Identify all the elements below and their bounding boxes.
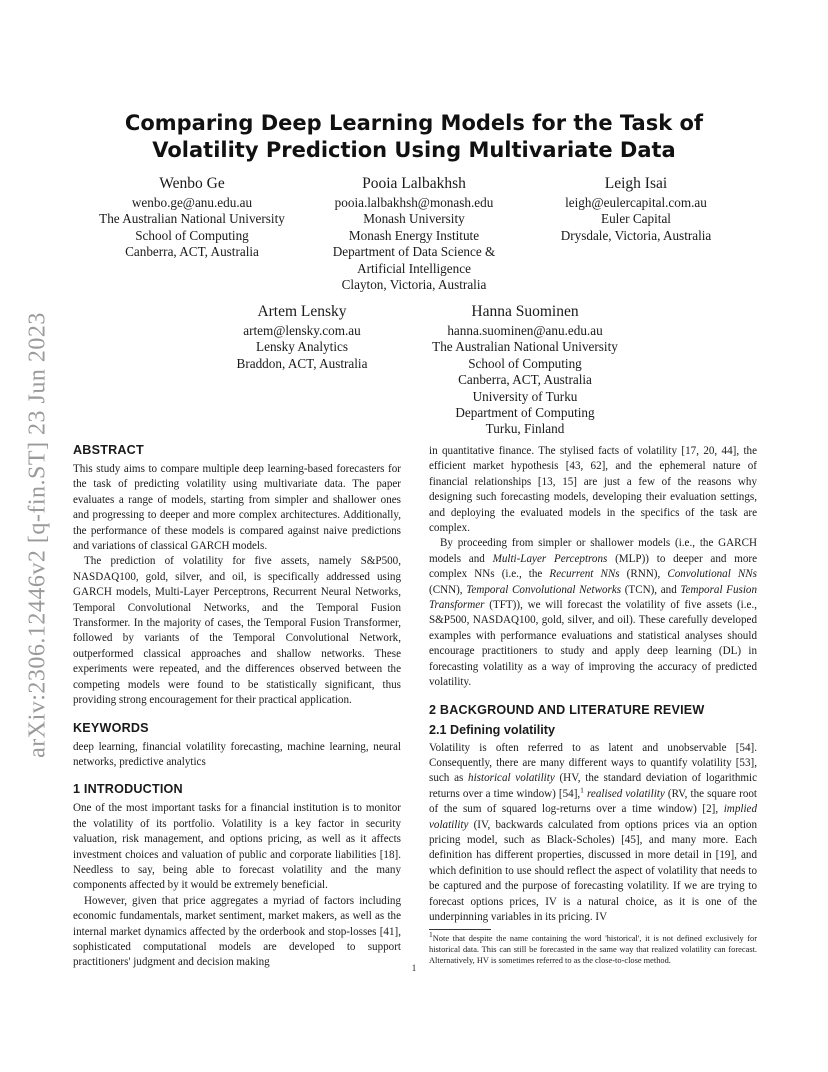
author-affiliation: Department of Computing [455,405,595,421]
arxiv-stamp [20,300,56,770]
footnote-text: Note that despite the name containing the word 'historical', it is not defined exclusively for historical data. This can still be forecasted in the same way that realized volatility can forecast. Alternatively, HV is sometimes referred to as the close-to-close method. [429,934,757,966]
author-location: Clayton, Victoria, Australia [341,277,487,293]
text-run: Volatility is often referred to as latent and unobservable [54]. Consequently, there are many different ways to quantify volatility [53], such as [429,741,757,785]
footnote-divider [429,929,491,930]
author-block-5 [413,302,637,438]
text-run: (CNN), [429,583,467,596]
author-name: Artem Lensky [257,303,347,320]
background-paragraph [429,741,757,926]
text-run: (RV, the square root of the sum of squared log-returns over a time window) [2], [429,787,757,816]
italic-term: Temporal Fusion Transformer [429,583,757,612]
author-email: leigh@eulercapital.com.au [565,195,707,210]
author-affiliation: The Australian National University [99,211,285,227]
text-run: (HV, the standard deviation of logarithmic returns over a time window) [54], [429,772,757,800]
text-run: (TCN), and [621,583,681,596]
author-email: hanna.suominen@anu.edu.au [447,323,603,338]
author-email: wenbo.ge@anu.edu.au [131,195,253,210]
author-name: Hanna Suominen [471,303,579,320]
footnote [429,930,757,966]
subsection-heading: 2.1 Defining volatility [429,722,555,737]
paper-title: Comparing Deep Learning Models for the Task of Volatility Prediction Using Multivariate Data [124,111,704,162]
italic-term: historical volatility [468,772,555,785]
keywords-heading: KEYWORDS [73,720,149,735]
author-block-4 [202,302,402,372]
author-affiliation: School of Computing [135,227,249,243]
keywords-text: deep learning, financial volatility forecasting, machine learning, neural networks, predictive analytics [73,740,401,768]
italic-term: Recurrent NNs [549,568,620,581]
abstract-paragraph: This study aims to compare multiple deep learning-based forecasters for the task of predicting volatility using multivariate data. The paper evaluates a range of models, starting from simpler and shallower ones and progressing to deeper and more complex architectures. Additionally, the performance of these models is compared against naive predictions and variations of classical GARCH models. [73,463,401,553]
arxiv-stamp-text: arXiv:2306.12446v2 [q-fin.ST] 23 Jun 2023 [24,312,51,758]
text-run: (MLP)) to deeper and more complex NNs (i.e., the [429,552,757,581]
author-location: Canberra, ACT, Australia [125,244,259,260]
author-affiliation: The Australian National University [432,339,618,355]
author-affiliation: Monash Energy Institute [348,227,480,243]
author-affiliation: Euler Capital [601,211,671,227]
footnote-mark: 1 [580,785,584,795]
section-heading-introduction: 1 INTRODUCTION [73,782,183,797]
author-email: artem@lensky.com.au [243,323,361,338]
text-run: (IV, backwards calculated from options prices via an option pricing model, such as Black-Scholes) [45], and many more. Each definition has different properties, discussed in more detail in [19], and which definition to use should reflect the aspect of volatility that needs to be captured and the purpose of forecasting volatility. If we are trying to forecast options prices, IV is a natural choice, as it is one of the underpinning variables in its pricing. IV [429,818,757,923]
author-name: Leigh Isai [604,175,668,192]
abstract-heading: ABSTRACT [73,443,144,457]
italic-term: Convolutional NNs [667,568,757,581]
author-affiliation: Department of Data Science & [332,244,496,260]
left-column [73,442,401,971]
section-heading-background: 2 BACKGROUND AND LITERATURE REVIEW [429,702,705,717]
page-number: 1 [411,963,417,973]
italic-term: realised volatility [586,787,665,800]
intro-paragraph: in quantitative finance. The stylised facts of volatility [17, 20, 44], the efficient market hypothesis [43, 62], and the ephemeral nature of financial relationships [13, 15] are just a few of the reasons why designing such forecasting models, developing their evaluation settings, and deploying the evaluated models in the specifics of the task are complex. [429,445,757,535]
intro-paragraph [429,536,757,690]
italic-term: Temporal Convolutional Networks [466,583,622,596]
text-run: By proceeding from simpler or shallower models (i.e., the GARCH models and [429,537,757,565]
author-location: Turku, Finland [485,421,565,437]
author-location: Braddon, ACT, Australia [236,355,368,371]
author-affiliation: Lensky Analytics [256,339,348,355]
text-run: (TFT)), we will forecast the volatility of five assets (i.e., S&P500, NASDAQ100, gold, silver, and oil). These carefully developed examples with performance evaluations and statistical analyses should encourage practitioners to study and apply deep learning (DL) in forecasting volatility as a way of improving the accuracy of predicted volatility. [429,599,757,689]
text-run: (RNN), [619,568,668,581]
right-column [429,444,757,966]
author-affiliation: Monash University [363,211,465,227]
abstract-paragraph: The prediction of volatility for five assets, namely S&P500, NASDAQ100, gold, silver, and oil, is specifically addressed using GARCH models, Multi-Layer Perceptrons, Recurrent Neural Networks, Temporal Convolutional Networks, and the Temporal Fusion Transformer. In the majority of cases, the Temporal Fusion Transformer, followed by variants of the Temporal Convolutional Network, outperformed classical approaches and shallow networks. These experiments were repeated, and the differences observed between the competing models were found to be statistically significant, thus providing strong encouragement for their practical application. [73,555,401,707]
author-block-3 [536,174,736,244]
intro-paragraph: However, given that price aggregates a myriad of factors including economic fundamentals, market sentiment, market makers, as well as the internal market dynamics affected by the orderbook and stop-losses [41], sophisticated computational models are developed to support practitioners' judgment and decision making [73,894,401,969]
author-location: Canberra, ACT, Australia [458,372,592,388]
intro-paragraph: One of the most important tasks for a financial institution is to monitor the volatility of its portfolio. Volatility is a key factor in security valuation, risk management, and options pricing, as well as it affects investment choices and valuation of public and corporate liabilities [18]. Needless to say, being able to forecast volatility and the many components affected by it would be extremely beneficial. [73,802,401,892]
author-affiliation: School of Computing [468,355,582,371]
author-block-1 [92,174,292,261]
italic-term: implied volatility [429,803,757,831]
italic-term: Multi-Layer Perceptrons [492,552,608,565]
author-name: Pooia Lalbakhsh [362,175,466,192]
footnote-mark: 1 [429,930,433,940]
author-email: pooia.lalbakhsh@monash.edu [334,195,494,210]
author-affiliation: Artificial Intelligence [357,260,471,276]
author-location: Drysdale, Victoria, Australia [560,227,712,243]
author-block-2 [314,174,514,293]
author-name: Wenbo Ge [159,175,225,192]
author-affiliation: University of Turku [472,388,578,404]
